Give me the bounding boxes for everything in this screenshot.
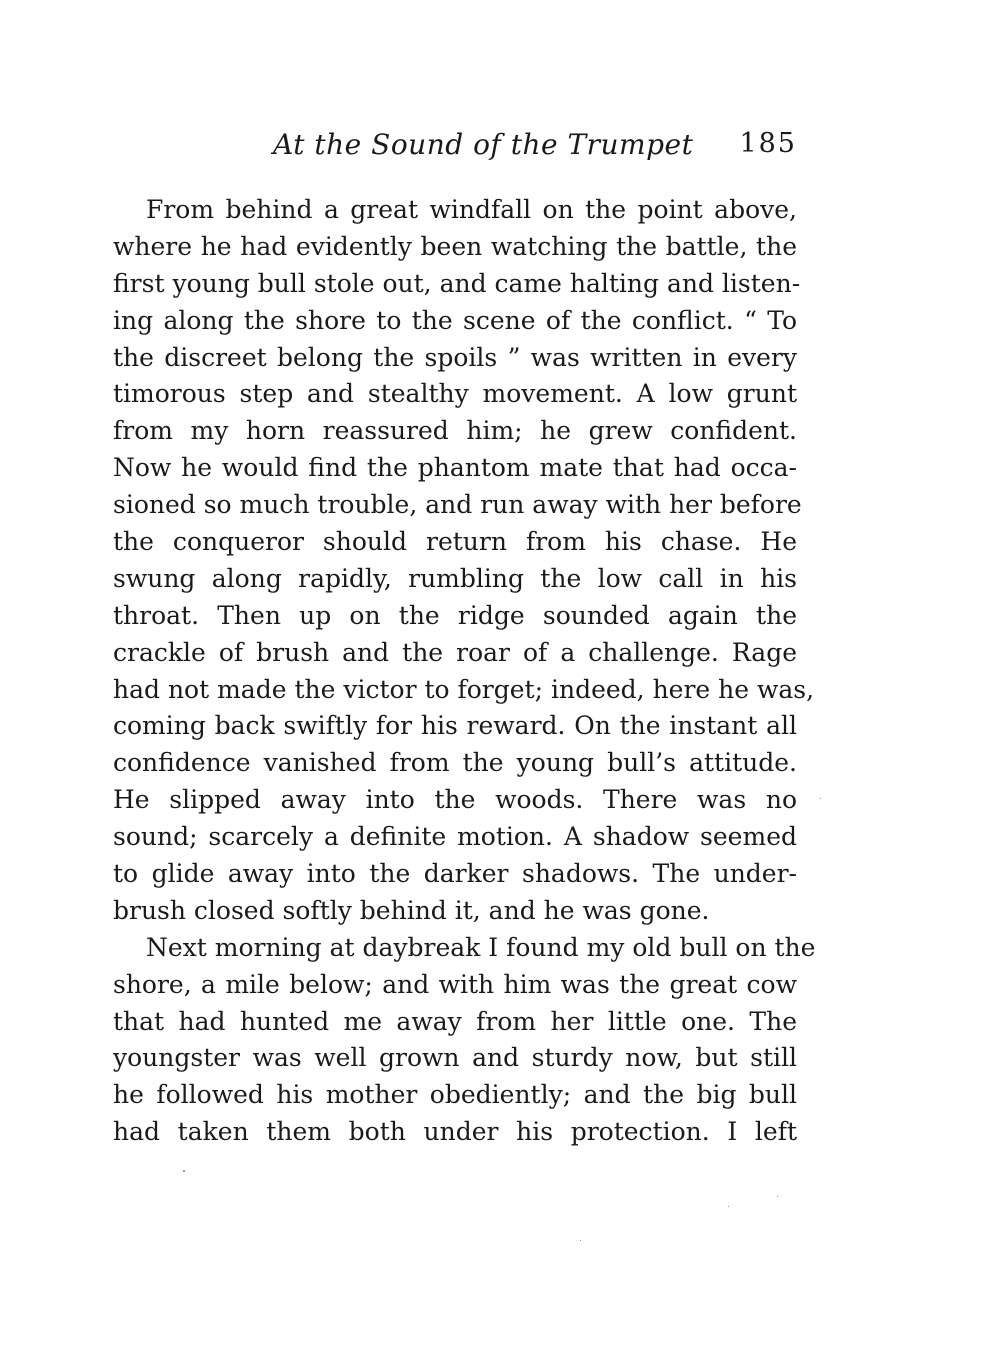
text-line: that had hunted me away from her little one. The bbox=[113, 1006, 797, 1036]
text-line: swung along rapidly, rumbling the low call in his bbox=[113, 563, 797, 593]
text-line: throat. Then up on the ridge sounded again the bbox=[113, 600, 797, 630]
text-line: Now he would find the phantom mate that had occa- bbox=[113, 453, 797, 483]
text-line: first young bull stole out, and came halting and listen- bbox=[113, 268, 801, 298]
body-text bbox=[113, 192, 816, 1151]
text-line: sioned so much trouble, and run away with her before bbox=[113, 490, 802, 520]
paper-speck bbox=[580, 1240, 581, 1241]
text-line: timorous step and stealthy movement. A low grunt bbox=[113, 379, 797, 409]
text-line: coming back swiftly for his reward. On the instant all bbox=[113, 711, 797, 741]
text-line: shore, a mile below; and with him was the great cow bbox=[113, 969, 797, 999]
text-line: had not made the victor to forget; indeed, here he was, bbox=[113, 674, 815, 704]
text-line: He slipped away into the woods. There was no bbox=[113, 785, 797, 815]
text-line: From behind a great windfall on the point above, bbox=[146, 195, 797, 224]
text-line: youngster was well grown and sturdy now, but still bbox=[113, 1043, 797, 1073]
paragraph-2 bbox=[113, 930, 816, 1151]
paper-speck bbox=[820, 798, 821, 799]
text-line: had taken them both under his protection. I left bbox=[113, 1117, 797, 1147]
text-line: Next morning at daybreak I found my old bull on the bbox=[146, 932, 816, 962]
paper-speck bbox=[728, 1206, 729, 1207]
text-line: confidence vanished from the young bull’s attitude. bbox=[113, 748, 797, 778]
text-line: brush closed softly behind it, and he was gone. bbox=[113, 895, 710, 925]
running-title: At the Sound of the Trumpet bbox=[273, 128, 694, 161]
paragraph-1 bbox=[113, 192, 815, 930]
paper-speck bbox=[183, 1170, 185, 1172]
running-head bbox=[113, 128, 797, 168]
text-line: from my horn reassured him; he grew confident. bbox=[113, 416, 797, 446]
text-line: the conqueror should return from his chase. He bbox=[113, 527, 797, 557]
text-line: the discreet belong the spoils ” was written in every bbox=[113, 342, 797, 372]
paper-speck bbox=[777, 1196, 778, 1197]
text-line: he followed his mother obediently; and the big bull bbox=[113, 1080, 797, 1110]
text-line: to glide away into the darker shadows. The under- bbox=[113, 859, 797, 889]
text-line: ing along the shore to the scene of the conflict. “ To bbox=[113, 305, 797, 335]
page-number: 185 bbox=[739, 128, 797, 159]
text-line: crackle of brush and the roar of a challenge. Rage bbox=[113, 637, 797, 667]
text-line: sound; scarcely a definite motion. A shadow seemed bbox=[113, 822, 797, 852]
text-line: where he had evidently been watching the battle, the bbox=[113, 231, 797, 261]
